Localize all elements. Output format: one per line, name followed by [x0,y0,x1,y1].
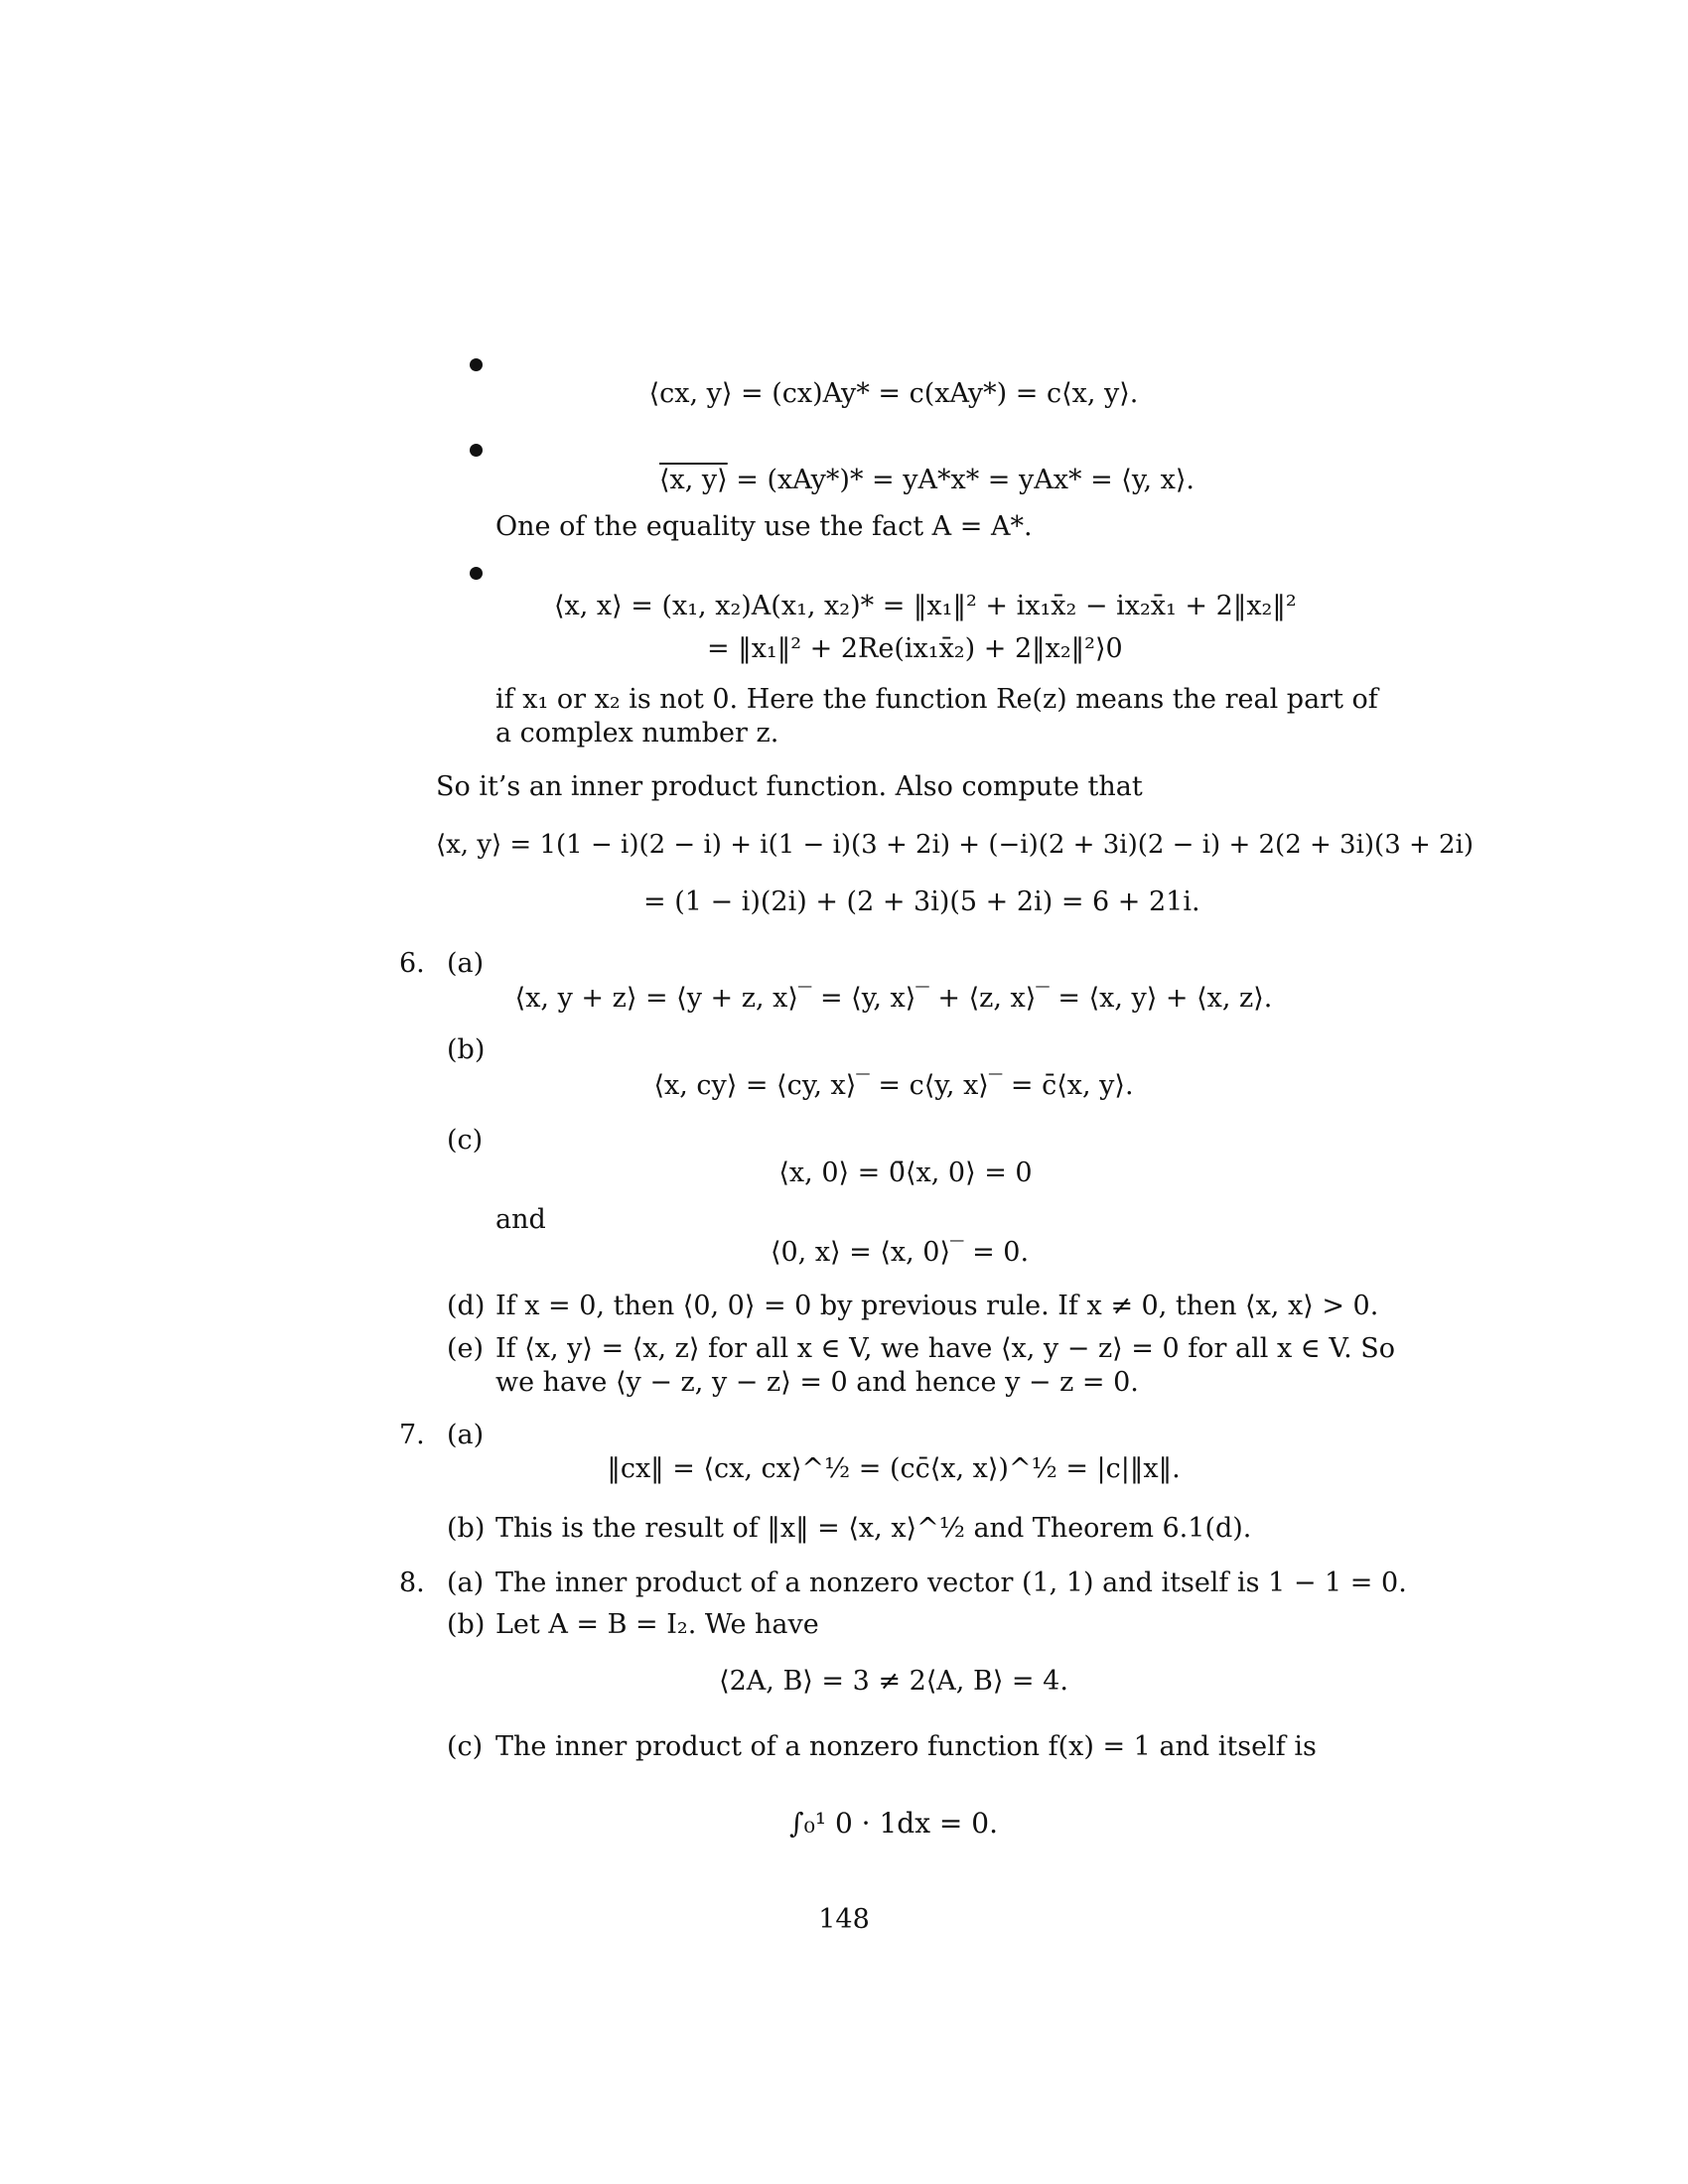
note-positivity-line2: a complex number z. [495,718,779,749]
equation-positivity-line1: ⟨x, x⟩ = (x₁, x₂)A(x₁, x₂)* = ‖x₁‖² + ix₁x̄₂ − ix₂x̄₁ + 2‖x₂‖² [554,591,1297,621]
part-e-text-line2: we have ⟨y − z, y − z⟩ = 0 and hence y − z = 0. [495,1367,1139,1398]
part-d-text: If x = 0, then ⟨0, 0⟩ = 0 by previous rule. If x ≠ 0, then ⟨x, x⟩ > 0. [495,1291,1379,1321]
equation-additivity: ⟨x, y + z⟩ = ⟨y + z, x⟩‾ = ⟨y, x⟩‾ + ⟨z, x⟩‾ = ⟨x, y⟩ + ⟨x, z⟩. [514,983,1273,1014]
equation-lhs-conjugate: ⟨x, y⟩ [659,465,728,495]
part-label: (d) [447,1291,486,1321]
equation-positivity-line2: = ‖x₁‖² + 2Re(ix₁x̄₂) + 2‖x₂‖²⟩0 [707,633,1123,664]
part-label: (c) [447,1731,484,1762]
part-label: (b) [447,1513,486,1544]
bullet-marker [470,567,483,580]
part-label: (a) [447,1568,485,1598]
note-hermitian: One of the equality use the fact A = A*. [495,511,1033,542]
part-a-text: The inner product of a nonzero vector (1, 1) and itself is 1 − 1 = 0. [495,1568,1407,1598]
part-label: (b) [447,1034,486,1065]
equation-integral: ∫₀¹ 0 · 1dx = 0. [789,1807,998,1840]
part-c-text: The inner product of a nonzero function f(x) = 1 and itself is [495,1731,1317,1762]
equation-counterexample: ⟨2A, B⟩ = 3 ≠ 2⟨A, B⟩ = 4. [719,1666,1068,1697]
conclusion-text: So it’s an inner product function. Also compute that [436,771,1143,802]
equation-conjugate-symmetry [659,465,1195,495]
part-e-text-line1: If ⟨x, y⟩ = ⟨x, z⟩ for all x ∈ V, we have ⟨x, y − z⟩ = 0 for all x ∈ V. So [495,1333,1396,1364]
part-label: (c) [447,1125,484,1156]
page-number: 148 [818,1904,870,1935]
part-label: (e) [447,1333,485,1364]
equation-norm-scaling: ‖cx‖ = ⟨cx, cx⟩^½ = (cc̄⟨x, x⟩)^½ = |c|‖x‖. [607,1453,1181,1484]
problem-number: 8. [399,1568,425,1598]
equation-rhs: = (xAy*)* = yA*x* = yAx* = ⟨y, x⟩. [727,465,1195,495]
compute-line1: ⟨x, y⟩ = 1(1 − i)(2 − i) + i(1 − i)(3 + 2i) + (−i)(2 + 3i)(2 − i) + 2(2 + 3i)(3 + 2i) [436,830,1475,860]
equation-scalar-mult: ⟨cx, y⟩ = (cx)Ay* = c(xAy*) = c⟨x, y⟩. [648,378,1139,409]
problem-number: 7. [399,1420,425,1450]
part-label: (a) [447,948,485,979]
bullet-marker [470,444,483,457]
note-positivity-line1: if x₁ or x₂ is not 0. Here the function Re(z) means the real part of [495,684,1378,715]
equation-zero-left: ⟨0, x⟩ = ⟨x, 0⟩‾ = 0. [770,1237,1030,1268]
equation-conjugate-linearity: ⟨x, cy⟩ = ⟨cy, x⟩‾ = c⟨y, x⟩‾ = c̄⟨x, y⟩. [653,1070,1134,1101]
and-text: and [495,1204,546,1235]
problem-number: 6. [399,948,425,979]
bullet-marker [470,358,483,371]
part-label: (b) [447,1609,486,1640]
compute-line2: = (1 − i)(2i) + (2 + 3i)(5 + 2i) = 6 + 21i. [643,887,1200,917]
part-label: (a) [447,1420,485,1450]
part-b-text: This is the result of ‖x‖ = ⟨x, x⟩^½ and Theorem 6.1(d). [495,1513,1252,1544]
part-b-text: Let A = B = I₂. We have [495,1609,819,1640]
equation-zero-right: ⟨x, 0⟩ = 0̄⟨x, 0⟩ = 0 [778,1158,1033,1188]
